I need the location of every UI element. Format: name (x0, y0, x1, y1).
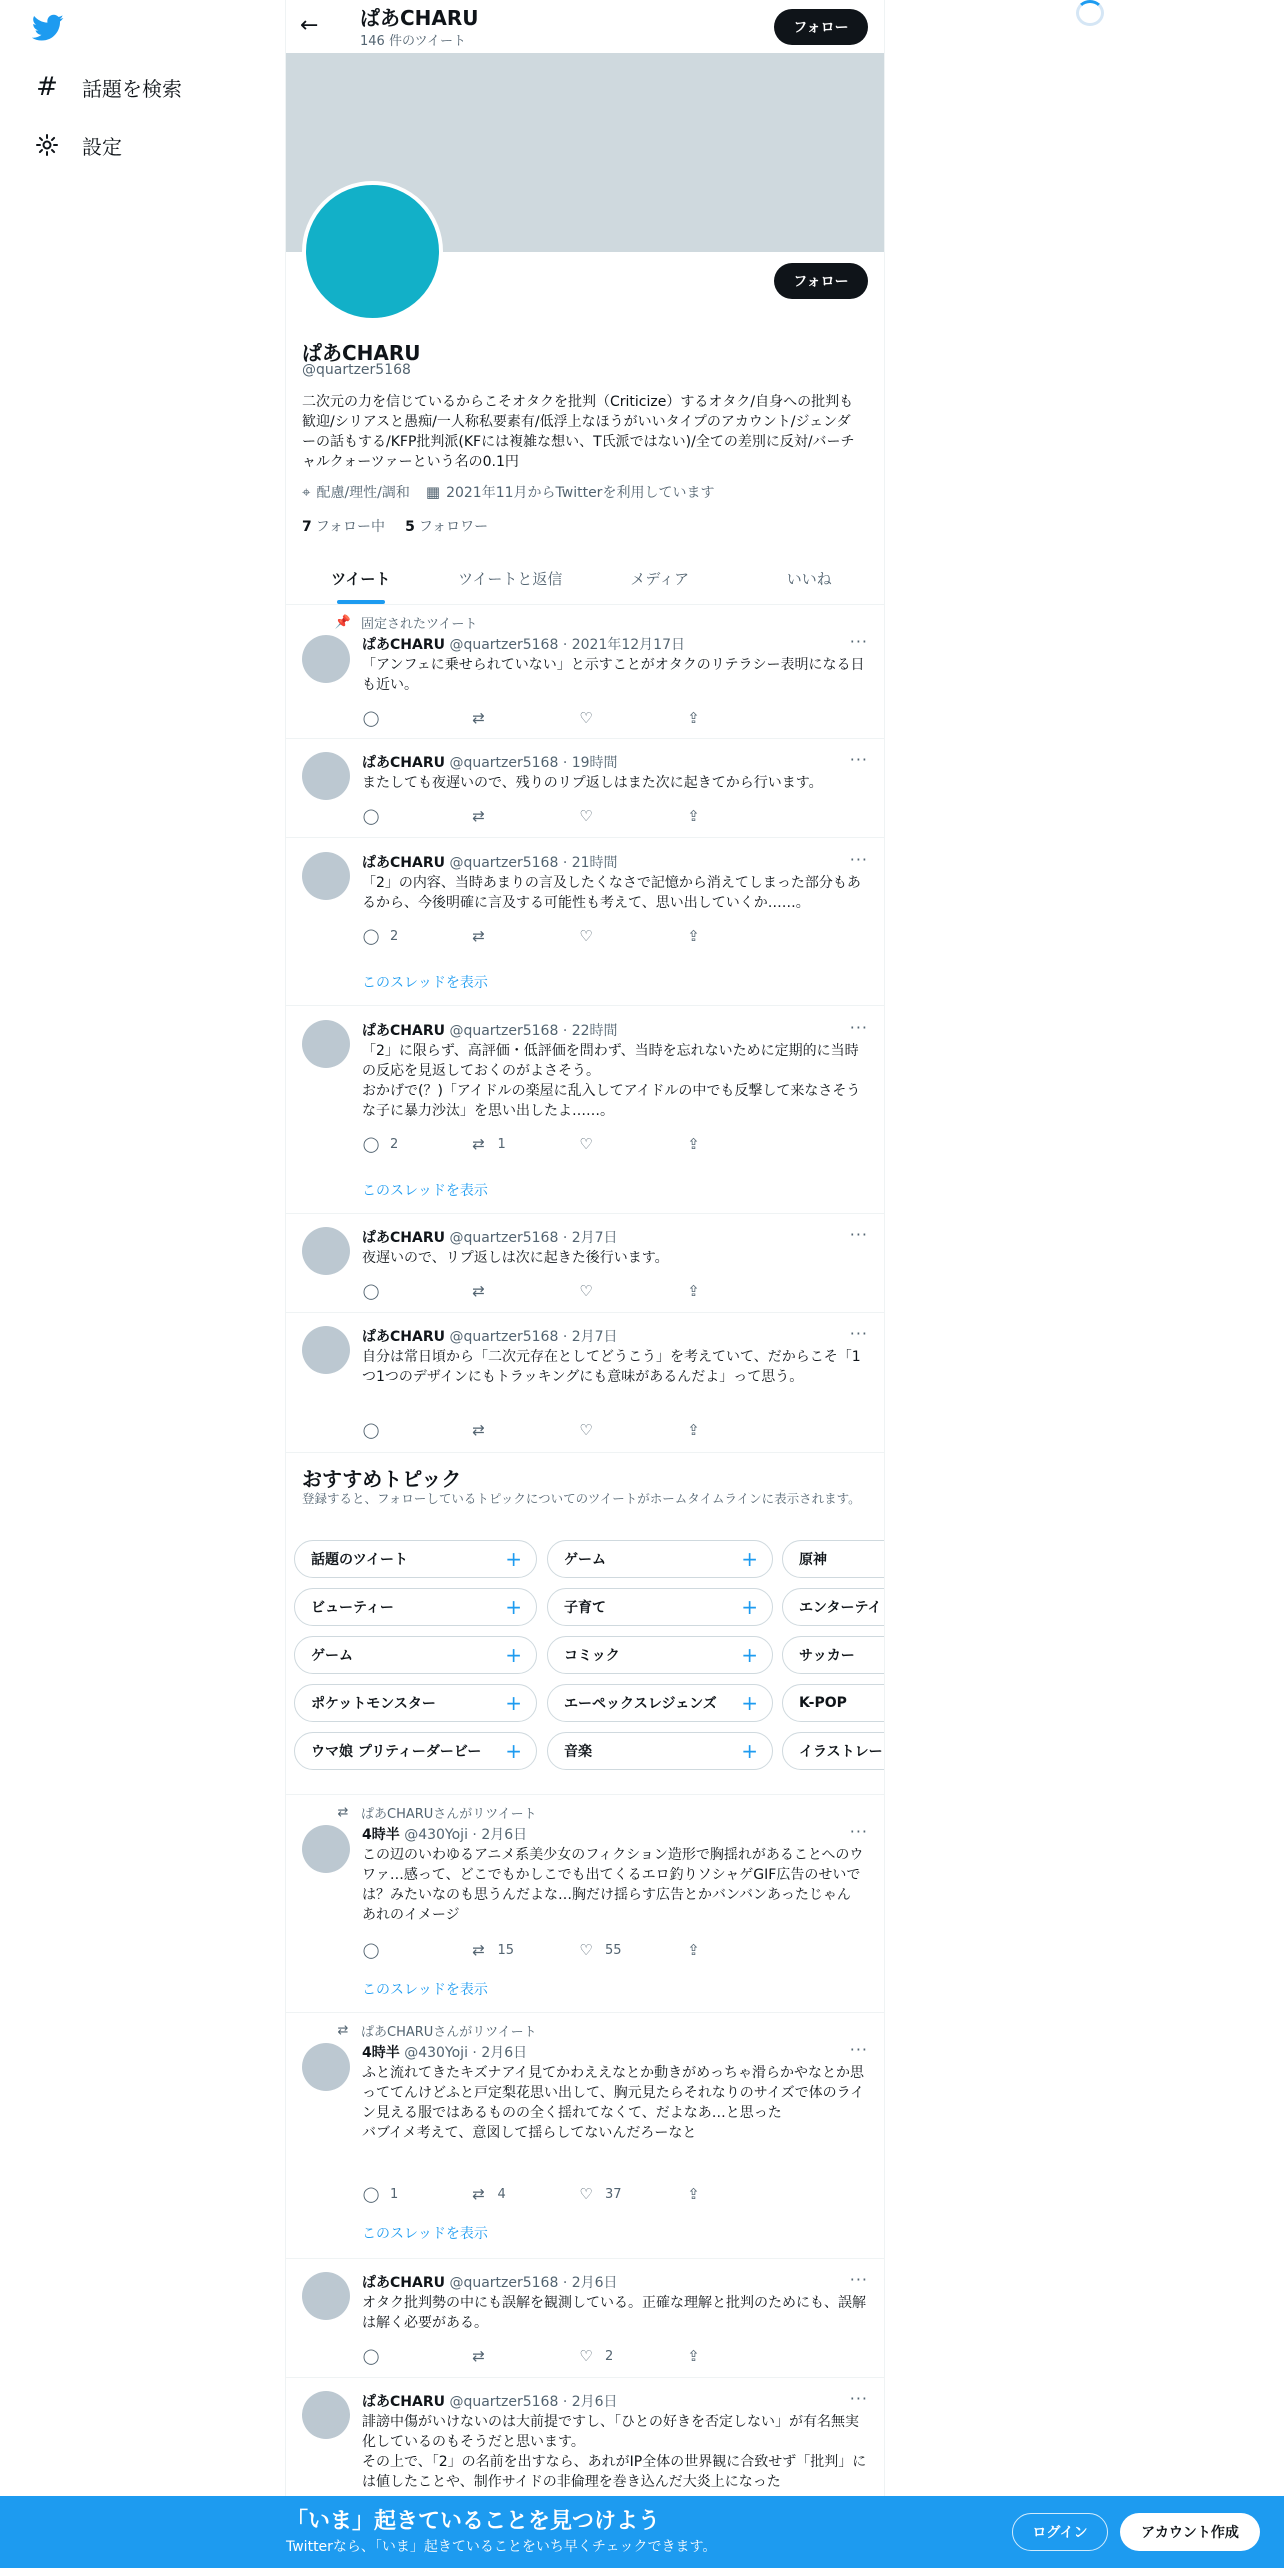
signup-banner-subtitle: Twitterなら、「いま」起きていることをいち早くチェックできます。 (286, 2539, 717, 2555)
reply-button[interactable] (362, 1940, 470, 1960)
tweet-actions (362, 926, 792, 946)
heart-icon: ♡ (579, 1941, 593, 1959)
share-button[interactable] (685, 1940, 793, 1960)
share-icon: ⇪ (687, 807, 700, 825)
more-icon[interactable]: ··· (849, 2270, 868, 2289)
show-thread-link[interactable]: このスレッドを表示 (362, 975, 488, 991)
reply-button[interactable] (362, 1281, 470, 1301)
reply-icon: ◯ (362, 2185, 380, 2203)
retweet-button[interactable]: ⇄ 4 (470, 2184, 578, 2204)
more-icon[interactable]: ··· (849, 1822, 868, 1841)
profile-header-bar (286, 0, 884, 53)
share-button[interactable] (685, 926, 793, 946)
tweet-actions (362, 2184, 792, 2204)
share-icon: ⇪ (687, 2185, 700, 2203)
topic-pill[interactable]: コミック + (547, 1636, 773, 1674)
avatar[interactable] (302, 635, 350, 683)
reply-button[interactable] (362, 1420, 470, 1440)
topic-pill[interactable]: 原神 (782, 1540, 884, 1578)
tweet-header: ぱあCHARU @quartzer5168 · 2月6日 (362, 2394, 618, 2410)
tweet[interactable] (286, 1006, 884, 1214)
like-button[interactable] (577, 1420, 685, 1440)
tweet-text: 「アンフェに乗せられていない」と示すことがオタクのリテラシー表明になる日も近い。 (362, 657, 865, 693)
reply-icon: ◯ (362, 1135, 380, 1153)
tweet-actions (362, 1940, 792, 1960)
profile-joined (426, 482, 715, 502)
retweet-icon: ⇄ (472, 1941, 485, 1959)
retweet-button[interactable] (470, 1420, 578, 1440)
like-button[interactable] (577, 1134, 685, 1154)
retweet-icon: ⇄ (472, 1135, 485, 1153)
retweet-icon: ⇄ (472, 807, 485, 825)
tweet[interactable] (286, 605, 884, 739)
like-button[interactable] (577, 708, 685, 728)
tweet-header: 4時半 @430Yoji · 2月6日 (362, 2045, 528, 2061)
tweet-header: ぱあCHARU @quartzer5168 · 2月7日 (362, 1329, 618, 1345)
profile-meta (302, 482, 730, 502)
followers-link[interactable]: 5 フォロワー (405, 519, 489, 535)
reply-icon: ◯ (362, 1282, 380, 1300)
topic-pill[interactable]: 子育て + (547, 1588, 773, 1626)
topic-pill[interactable]: イラストレー (782, 1732, 884, 1770)
tab-tweets[interactable]: ツイート (286, 552, 436, 604)
retweet-button[interactable] (470, 1281, 578, 1301)
tweet-header: ぱあCHARU @quartzer5168 · 2月6日 (362, 2275, 618, 2291)
retweet-button[interactable] (470, 708, 578, 728)
retweet-icon: ⇄ (337, 1805, 349, 1820)
share-button[interactable] (685, 1420, 793, 1440)
profile-column (285, 0, 885, 2568)
header-follow-button[interactable]: フォロー (774, 9, 868, 45)
show-thread-link[interactable]: このスレッドを表示 (362, 2226, 488, 2242)
avatar[interactable] (302, 1020, 350, 1068)
tweet-text: 誹謗中傷がいけないのは大前提ですし、「ひとの好きを否定しない」が有名無実化しているのもそうだと思います。 その上で、「2」の名前を出すなら、あれがIP全体の世界観に合致せず「批判」には値したことや、制作サイドの非倫理を巻き込んだ大炎上になった (362, 2414, 867, 2490)
retweet-button[interactable] (470, 806, 578, 826)
tweet[interactable] (286, 1313, 884, 1453)
more-icon[interactable]: ··· (849, 850, 868, 869)
calendar-icon: ▦ (425, 483, 441, 501)
topic-pill[interactable]: ゲーム + (294, 1636, 537, 1674)
heart-icon: ♡ (579, 709, 593, 727)
profile-location (302, 482, 410, 502)
topics-title: おすすめトピック (302, 1467, 462, 1491)
tweet-text: 夜遅いので、リプ返しは次に起きた後行います。 (362, 1250, 669, 1266)
plus-icon: + (741, 1643, 758, 1667)
retweet-icon: ⇄ (472, 2185, 485, 2203)
avatar[interactable] (302, 1227, 350, 1275)
retweet-icon: ⇄ (472, 1282, 485, 1300)
share-icon: ⇪ (687, 927, 700, 945)
profile-follow-button[interactable]: フォロー (774, 263, 868, 299)
tab-likes[interactable]: いいね (786, 569, 832, 588)
reply-icon: ◯ (362, 1941, 380, 1959)
topic-pill[interactable]: ビューティー + (294, 1588, 537, 1626)
show-thread-link[interactable]: このスレッドを表示 (362, 1183, 488, 1199)
header-profile-name: ぱあCHARU (360, 6, 479, 30)
profile-follow-stats (302, 516, 508, 536)
more-icon[interactable]: ··· (849, 1324, 868, 1343)
gear-icon (34, 132, 60, 158)
like-button[interactable]: ♡ 37 (577, 2184, 685, 2204)
plus-icon: + (741, 1595, 758, 1619)
share-icon: ⇪ (687, 709, 700, 727)
reply-button[interactable]: ◯ 2 (362, 1135, 399, 1153)
share-button[interactable] (685, 2346, 793, 2366)
show-thread-link[interactable]: このスレッドを表示 (362, 1982, 488, 1998)
tweet-header: ぱあCHARU @quartzer5168 · 2月7日 (362, 1230, 618, 1246)
plus-icon: + (505, 1691, 522, 1715)
profile-joined-text: 2021年11月からTwitterを利用しています (446, 485, 715, 501)
tweet[interactable] (286, 2013, 884, 2259)
tweet[interactable] (286, 838, 884, 1006)
nav-explore[interactable] (34, 67, 182, 107)
tweet-header: ぱあCHARU @quartzer5168 · 19時間 (362, 755, 618, 771)
profile-bio: 二次元の力を信じているからこそオタクを批判（Criticize）するオタク/自身への批判も歓迎/シリアスと愚痴/一人称私要素有/低浮上なほうがいいタイプのアカウント/ジェンダーの話もする/KFP批判派(KFには複雑な想い、T氏派ではない)/全ての差別に反対/バーチャルクォーツァーという名の0.1円 (302, 394, 855, 470)
reply-button[interactable] (362, 708, 470, 728)
tweet[interactable] (286, 2259, 884, 2378)
retweet-context: ⇄ ぱあCHARUさんがリツイート (333, 2021, 537, 2040)
topic-pill[interactable]: サッカー (782, 1636, 884, 1674)
plus-icon: + (741, 1739, 758, 1763)
avatar[interactable] (302, 2391, 350, 2439)
reply-icon: ◯ (362, 2347, 380, 2365)
share-button[interactable] (685, 806, 793, 826)
tweet-header: ぱあCHARU @quartzer5168 · 21時間 (362, 855, 618, 871)
tweet-text: 「2」に限らず、高評価・低評価を問わず、当時を忘れないために定期的に当時の反応を見返しておくのがよさそう。 おかげで(？)「アイドルの楽屋に乱入してアイドルの中でも反撃して来なさそうな子に暴力沙汰」を思い出したよ……。 (362, 1043, 861, 1119)
heart-icon: ♡ (579, 927, 593, 945)
topic-pill[interactable]: ゲーム + (547, 1540, 773, 1578)
reply-button[interactable]: ◯ 1 (362, 2185, 399, 2203)
retweet-icon: ⇄ (337, 2023, 349, 2038)
reply-icon: ◯ (362, 1421, 380, 1439)
profile-avatar[interactable] (302, 181, 443, 322)
tweet-actions (362, 708, 792, 728)
profile-name: ぱあCHARU (302, 341, 421, 365)
tab-tweets-replies[interactable]: ツイートと返信 (458, 569, 563, 588)
tweet-header: ぱあCHARU @quartzer5168 · 22時間 (362, 1023, 618, 1039)
like-button[interactable] (577, 1281, 685, 1301)
signup-button[interactable]: アカウント作成 (1120, 2513, 1260, 2551)
share-button[interactable] (685, 1281, 793, 1301)
tweet-text: またしても夜遅いので、残りのリプ返しはまた次に起きてから行います。 (362, 775, 823, 791)
reply-button[interactable]: ◯ 2 (362, 927, 399, 945)
share-icon: ⇪ (687, 1135, 700, 1153)
retweet-icon: ⇄ (472, 709, 485, 727)
avatar[interactable] (302, 1825, 350, 1873)
tweet-text: ふと流れてきたキズナアイ見てかわええなとか動きがめっちゃ滑らかやなとか思っててんけどふと戸定梨花思い出して、胸元見たらそれなりのサイズで体のライン見える服ではあるものの全く揺れてなくて、だよなあ…と思った バブイメ考えて、意図して揺らしてないんだろーなと (362, 2065, 865, 2141)
like-button[interactable] (577, 806, 685, 826)
avatar[interactable] (302, 2043, 350, 2091)
reply-icon: ◯ (362, 927, 380, 945)
plus-icon: + (505, 1595, 522, 1619)
share-icon: ⇪ (687, 1421, 700, 1439)
like-button[interactable]: ♡ 55 (577, 1940, 685, 1960)
signup-banner (0, 2496, 1284, 2568)
tweet[interactable] (286, 1795, 884, 2013)
like-button[interactable]: ♡ 2 (577, 2346, 685, 2366)
heart-icon: ♡ (579, 2185, 593, 2203)
topic-pill[interactable]: ポケットモンスター + (294, 1684, 537, 1722)
nav-settings-label: 設定 (82, 134, 122, 159)
signup-banner-title: 「いま」起きていることを見つけよう (286, 2509, 661, 2534)
plus-icon: + (505, 1739, 522, 1763)
share-button[interactable] (685, 1134, 793, 1154)
more-icon[interactable]: ··· (849, 750, 868, 769)
topic-pill[interactable]: ウマ娘 プリティーダービー + (294, 1732, 537, 1770)
profile-handle: @quartzer5168 (302, 362, 411, 378)
reply-button[interactable] (362, 2346, 470, 2366)
location-pin-icon: ⌖ (302, 483, 311, 501)
heart-icon: ♡ (579, 807, 593, 825)
share-icon: ⇪ (687, 2347, 700, 2365)
retweet-icon: ⇄ (472, 1421, 485, 1439)
nav-settings[interactable] (34, 125, 122, 165)
heart-icon: ♡ (579, 1135, 593, 1153)
nav-explore-label: 話題を検索 (82, 76, 182, 101)
header-tweet-count: 146 件のツイート (360, 34, 467, 49)
following-link[interactable]: 7 フォロー中 (302, 519, 386, 535)
avatar[interactable] (302, 1326, 350, 1374)
share-button[interactable] (685, 708, 793, 728)
topic-pill[interactable]: 話題のツイート + (294, 1540, 537, 1578)
tweet-actions (362, 806, 792, 826)
tweet-text: この辺のいわゆるアニメ系美少女のフィクション造形で胸揺れがあることへのウワァ…感って、どこでもかしこでも出てくるエロ釣りソシャゲGIF広告のせいでは？みたいなのも思うんだよな…胸だけ揺らす広告とかバンバンあったじゃん あれのイメージ (362, 1847, 865, 1923)
reply-button[interactable] (362, 806, 470, 826)
topic-pill[interactable]: 音楽 + (547, 1732, 773, 1770)
more-icon[interactable]: ··· (849, 2389, 868, 2408)
tweet[interactable] (286, 739, 884, 838)
more-icon[interactable]: ··· (849, 1225, 868, 1244)
avatar[interactable] (302, 2272, 350, 2320)
reply-icon: ◯ (362, 807, 380, 825)
like-button[interactable] (577, 926, 685, 946)
tweet-actions (362, 1134, 792, 1154)
plus-icon: + (505, 1643, 522, 1667)
topic-pill[interactable]: K-POP (782, 1684, 884, 1722)
avatar[interactable] (302, 852, 350, 900)
pin-icon: 📌 (334, 615, 352, 630)
loading-spinner-icon (1076, 0, 1104, 26)
heart-icon: ♡ (579, 1282, 593, 1300)
retweet-button[interactable]: ⇄ 1 (470, 1134, 578, 1154)
hashtag-icon: # (36, 72, 58, 102)
heart-icon: ♡ (579, 1421, 593, 1439)
tweet-header: 4時半 @430Yoji · 2月6日 (362, 1827, 528, 1843)
login-button[interactable]: ログイン (1012, 2513, 1108, 2551)
share-button[interactable] (685, 2184, 793, 2204)
tweet-text: オタク批判勢の中にも誤解を観測している。正確な理解と批判のためにも、誤解は解く必要がある。 (362, 2295, 866, 2331)
share-icon: ⇪ (687, 1282, 700, 1300)
plus-icon: + (741, 1547, 758, 1571)
more-icon[interactable]: ··· (849, 1018, 868, 1037)
profile-tabs (286, 552, 884, 605)
share-icon: ⇪ (687, 1941, 700, 1959)
pinned-context: 📌 固定されたツイート (334, 615, 478, 632)
recommended-topics (286, 1453, 884, 1795)
retweet-icon: ⇄ (472, 927, 485, 945)
tweet-header: ぱあCHARU @quartzer5168 · 2021年12月17日 (362, 637, 685, 653)
more-icon[interactable]: ··· (849, 632, 868, 651)
retweet-button[interactable] (470, 2346, 578, 2366)
more-icon[interactable]: ··· (849, 2040, 868, 2059)
tweet[interactable] (286, 1214, 884, 1313)
retweet-icon: ⇄ (472, 2347, 485, 2365)
heart-icon: ♡ (579, 2347, 593, 2365)
reply-icon: ◯ (362, 709, 380, 727)
tweet-actions (362, 1420, 792, 1440)
tab-media[interactable]: メディア (630, 569, 690, 588)
tweet-actions (362, 1281, 792, 1301)
plus-icon: + (741, 1691, 758, 1715)
plus-icon: + (505, 1547, 522, 1571)
topics-subtitle: 登録すると、フォローしているトピックについてのツイートがホームタイムラインに表示されます。 (302, 1491, 861, 1506)
retweet-button[interactable] (470, 926, 578, 946)
topic-pill[interactable]: エンターテイ (782, 1588, 884, 1626)
topic-pill[interactable]: エーペックスレジェンズ + (547, 1684, 773, 1722)
profile-location-text: 配慮/理性/調和 (316, 485, 410, 501)
back-arrow-icon[interactable]: ← (300, 13, 319, 38)
tweet-actions (362, 2346, 792, 2366)
retweet-context: ⇄ ぱあCHARUさんがリツイート (333, 1803, 537, 1822)
avatar[interactable] (302, 752, 350, 800)
twitter-logo-icon[interactable] (32, 14, 64, 42)
tweet-text: 「2」の内容、当時あまりの言及したくなさで記憶から消えてしまった部分もあるから、今後明確に言及する可能性も考えて、思い出していくか……。 (362, 875, 861, 911)
retweet-button[interactable]: ⇄ 15 (470, 1940, 578, 1960)
tweet-text: 自分は常日頃から「二次元存在としてどうこう」を考えていて、だからこそ「1つ1つのデザインにもトラッキングにも意味があるんだよ」って思う。 (362, 1349, 861, 1385)
